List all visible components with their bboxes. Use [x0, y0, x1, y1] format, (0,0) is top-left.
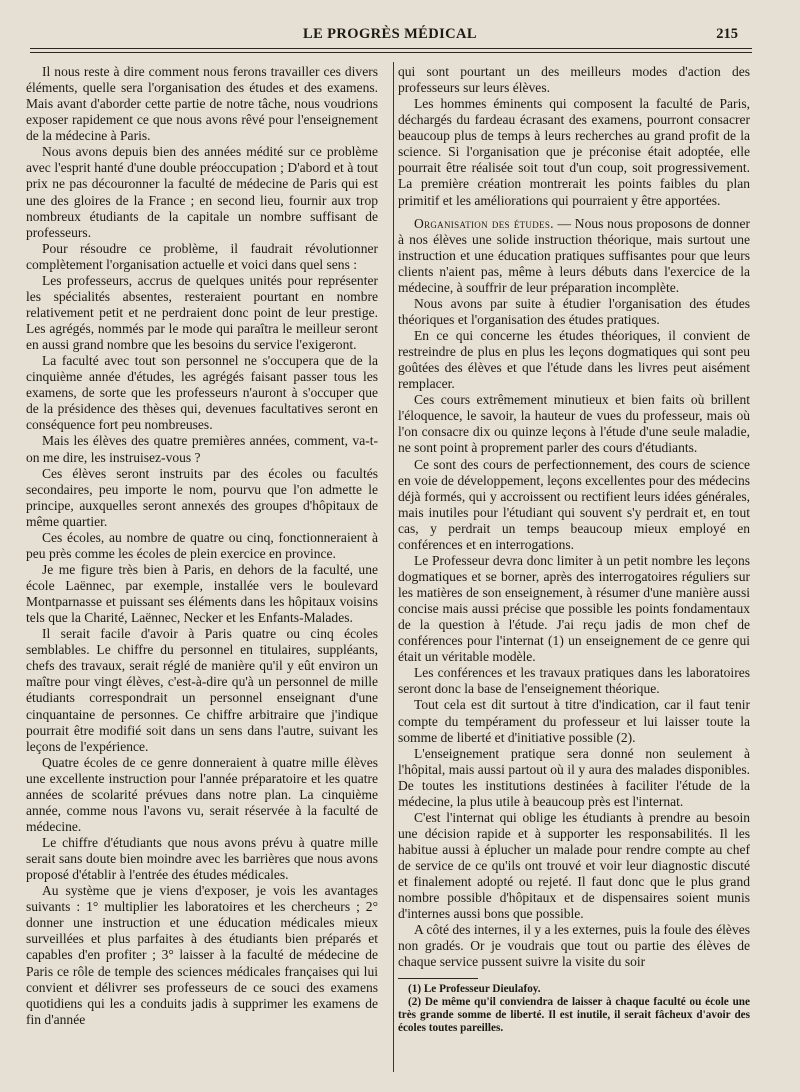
paragraph: Nous avons par suite à étudier l'organisation des études théoriques et l'organisation des études pratiques.: [398, 295, 750, 327]
paragraph: Quatre écoles de ce genre donneraient à quatre mille élèves une excellente instruction pour l'année préparatoire et les quatre années de scolarité prévues dans notre plan. La cinquième année, comme nous l'avons vu, serait réservée à la faculté de médecine.: [26, 754, 378, 834]
paragraph: En ce qui concerne les études théoriques, il convient de restreindre de plus en plus les leçons dogmatiques qui sont peu goûtées des élèves et que l'étude dans les livres peut aisément remplacer.: [398, 328, 750, 392]
page-number: 215: [716, 26, 738, 42]
paragraph: Le Professeur devra donc limiter à un petit nombre les leçons dogmatiques et se borner, après des interrogatoires réguliers sur les matières de son enseignement, à résumer d'une manière aussi concise mais aussi précise que possible les points fondamentaux de la question à l'étude. J'ai reçu jadis de mon chef de conférences pour l'internat (1) un enseignement de ce genre qui était un véritable modèle.: [398, 552, 750, 665]
section-paragraph: [398, 216, 750, 296]
paragraph: Les professeurs, accrus de quelques unités pour représenter les spécialités absentes, resteraient pourtant en nombre relativement petit et ne perdraient donc point de leur prestige. Les agrégés, nommés par le mode qui paraîtra le meilleur seront en aussi grand nombre que les besoins du service l'exigeront.: [26, 272, 378, 353]
paragraph: Je me figure très bien à Paris, en dehors de la faculté, une école Laënnec, par exemple, installée vers le boulevard Montparnasse et puissant ses éléments dans les hôpitaux voisins tels que la Charité, Laënnec, Necker et les Enfants-Malades.: [26, 561, 378, 626]
paragraph: A côté des internes, il y a les externes, puis la foule des élèves non gradés. Or je voudrais que tout ou partie des élèves de chaque service pussent suivre la visite du soir: [398, 922, 750, 970]
footnote: (2) De même qu'il conviendra de laisser à chaque faculté ou école une très grande somme de liberté. Il est inutile, il serait fâcheux d'avoir des écoles toutes pareilles.: [398, 995, 750, 1035]
section-heading: Organisation des études.: [414, 215, 554, 231]
paragraph: Au système que je viens d'exposer, je vois les avantages suivants : 1° multiplier les laboratoires et les chercheurs ; 2° donner une instruction et une éducation médicales mieux surveillées et plus parfaites à des étudiants bien préparés et capables d'en profiter ; 3° laisser à la faculté de médecine de Paris ce rôle de temple des sciences médicales françaises qui lui convient et délivrer ses professeurs de ce souci des examens quotidiens qui les a conduits jadis à supprimer les examens de fin d'année: [26, 883, 378, 1027]
paragraph: Pour résoudre ce problème, il faudrait révolutionner complètement l'organisation actuelle et voici dans quel sens :: [26, 240, 378, 272]
paragraph: Ces élèves seront instruits par des écoles ou facultés secondaires, peu importe le nom, pourvu que l'on admette le principe, auxquelles seront annexés des groupes d'hôpitaux de même quartier.: [26, 465, 378, 529]
section-intro: — Nous nous proposons de donner à nos élèves une solide instruction théorique, mais surtout une instruction et une éducation pratiques suffisantes pour que leurs clients n'aient pas, même à leurs débuts dans l'exercice de la médecine, à souffrir de leur préparation incomplète.: [398, 215, 750, 295]
footnote: (1) Le Professeur Dieulafoy.: [408, 982, 541, 995]
paragraph: C'est l'internat qui oblige les étudiants à prendre au besoin une décision rapide et à supporter les responsabilités. Il les habitue aussi à éplucher un malade pour rendre compte au chef de service de ce qu'ils ont trouvé et voir leur diagnostic discuté et finalement adopté ou rejeté. Il faut donc que le plus grand nombre possible d'hôpitaux et de dispensaires soient munis d'internes aussi bons que possible.: [398, 809, 750, 922]
paragraph: Nous avons depuis bien des années médité sur ce problème avec l'esprit hanté d'une double préoccupation ; D'abord et à tout prix ne pas découronner la faculté de médecine de Paris qui est une des gloires de la France ; en second lieu, fournir aux trop nombreux étudiants de la capitale un nombre suffisant de professeurs.: [26, 144, 378, 240]
paragraph: Les conférences et les travaux pratiques dans les laboratoires seront donc la base de l'enseignement théorique.: [398, 665, 750, 697]
column-divider: [393, 62, 394, 1072]
paragraph: Les hommes éminents qui composent la faculté de Paris, déchargés du fardeau écrasant des examens, pourront consacrer beaucoup plus de temps à leurs recherches au grand profit de la science. Si l'organisation que je préconise était adoptée, elle pourrait être réalisée soit tout d'un coup, soit progressivement. La première création montrerait les points faibles du plan primitif et les améliorations qui pourraient y être apportées.: [398, 96, 750, 208]
paragraph: Ces cours extrêmement minutieux et bien faits où brillent l'éloquence, le savoir, la hauteur de vues du professeur, mais où l'on consacre dix ou quinze leçons à l'étude d'une seule maladie, ne sont point à proprement parler des cours d'étudiants.: [398, 392, 750, 456]
page-header: [36, 26, 744, 46]
paragraph: Ce sont des cours de perfectionnement, des cours de science en voie de développement, leçons excellentes pour des médecins déjà formés, qui y accroissent ou rectifient leurs idées générales, mais inutiles pour l'étudiant qui souvent s'y perdrait et, en tout cas, y perdrait un temps beaucoup mieux employé en conférences et en interrogations.: [398, 456, 750, 552]
paragraph: Mais les élèves des quatre premières années, comment, va-t-on me dire, les instruisez-vous ?: [26, 433, 378, 465]
paragraph: Le chiffre d'étudiants que nous avons prévu à quatre mille serait sans doute bien moindre avec les barrières que nous avons proposé d'établir à l'entrée des études médicales.: [26, 835, 378, 883]
right-column: [398, 64, 750, 1035]
continued-paragraph: qui sont pourtant un des meilleurs modes d'action des professeurs sur leurs élèves.: [398, 64, 750, 96]
header-rule: [30, 48, 752, 49]
running-title: LE PROGRÈS MÉDICAL: [303, 26, 477, 42]
paragraph: Ces écoles, au nombre de quatre ou cinq, fonctionneraient à peu près comme les écoles de plein exercice en province.: [26, 529, 378, 561]
left-column: [26, 64, 378, 1028]
paragraph: Tout cela est dit surtout à titre d'indication, car il faut tenir compte du tempérament du professeur et lui laisser toute la somme de liberté et d'initiative possible (2).: [398, 697, 750, 745]
paragraph: Il serait facile d'avoir à Paris quatre ou cinq écoles semblables. Le chiffre du personnel en titulaires, suppléants, chefs des travaux, serait réglé de manière qu'il y eût environ un maître pour vingt élèves, c'est-à-dire qu'à un personnel de mille étudiants correspondrait un personnel enseignant d'une cinquantaine de personnes. Ce chiffre arbitraire que j'indique pourrait être modifié soit dans un sens dans l'autre, suivant les leçons de l'expérience.: [26, 626, 378, 754]
footnote-rule: [398, 978, 478, 979]
paragraph: Il nous reste à dire comment nous ferons travailler ces divers éléments, quelle sera l'organisation des études et des examens. Mais avant d'aborder cette partie de notre tâche, nous voudrions exposer rapidement ce que nous avons rêvé pour l'enseignement de la médecine à Paris.: [26, 64, 378, 144]
paragraph: La faculté avec tout son personnel ne s'occupera que de la cinquième année d'études, les agrégés faisant passer tous les examens, de sorte que les professeurs n'auront à s'occuper que de la présidence des thèses qui, devenues facultatives seront en conséquence fort peu nombreuses.: [26, 353, 378, 433]
paragraph: L'enseignement pratique sera donné non seulement à l'hôpital, mais aussi partout où il y aura des malades disponibles. De toutes les institutions destinées à faciliter l'étude de la médecine, la plus utile à beaucoup près est l'internat.: [398, 745, 750, 809]
header-rule-thin: [30, 52, 752, 53]
